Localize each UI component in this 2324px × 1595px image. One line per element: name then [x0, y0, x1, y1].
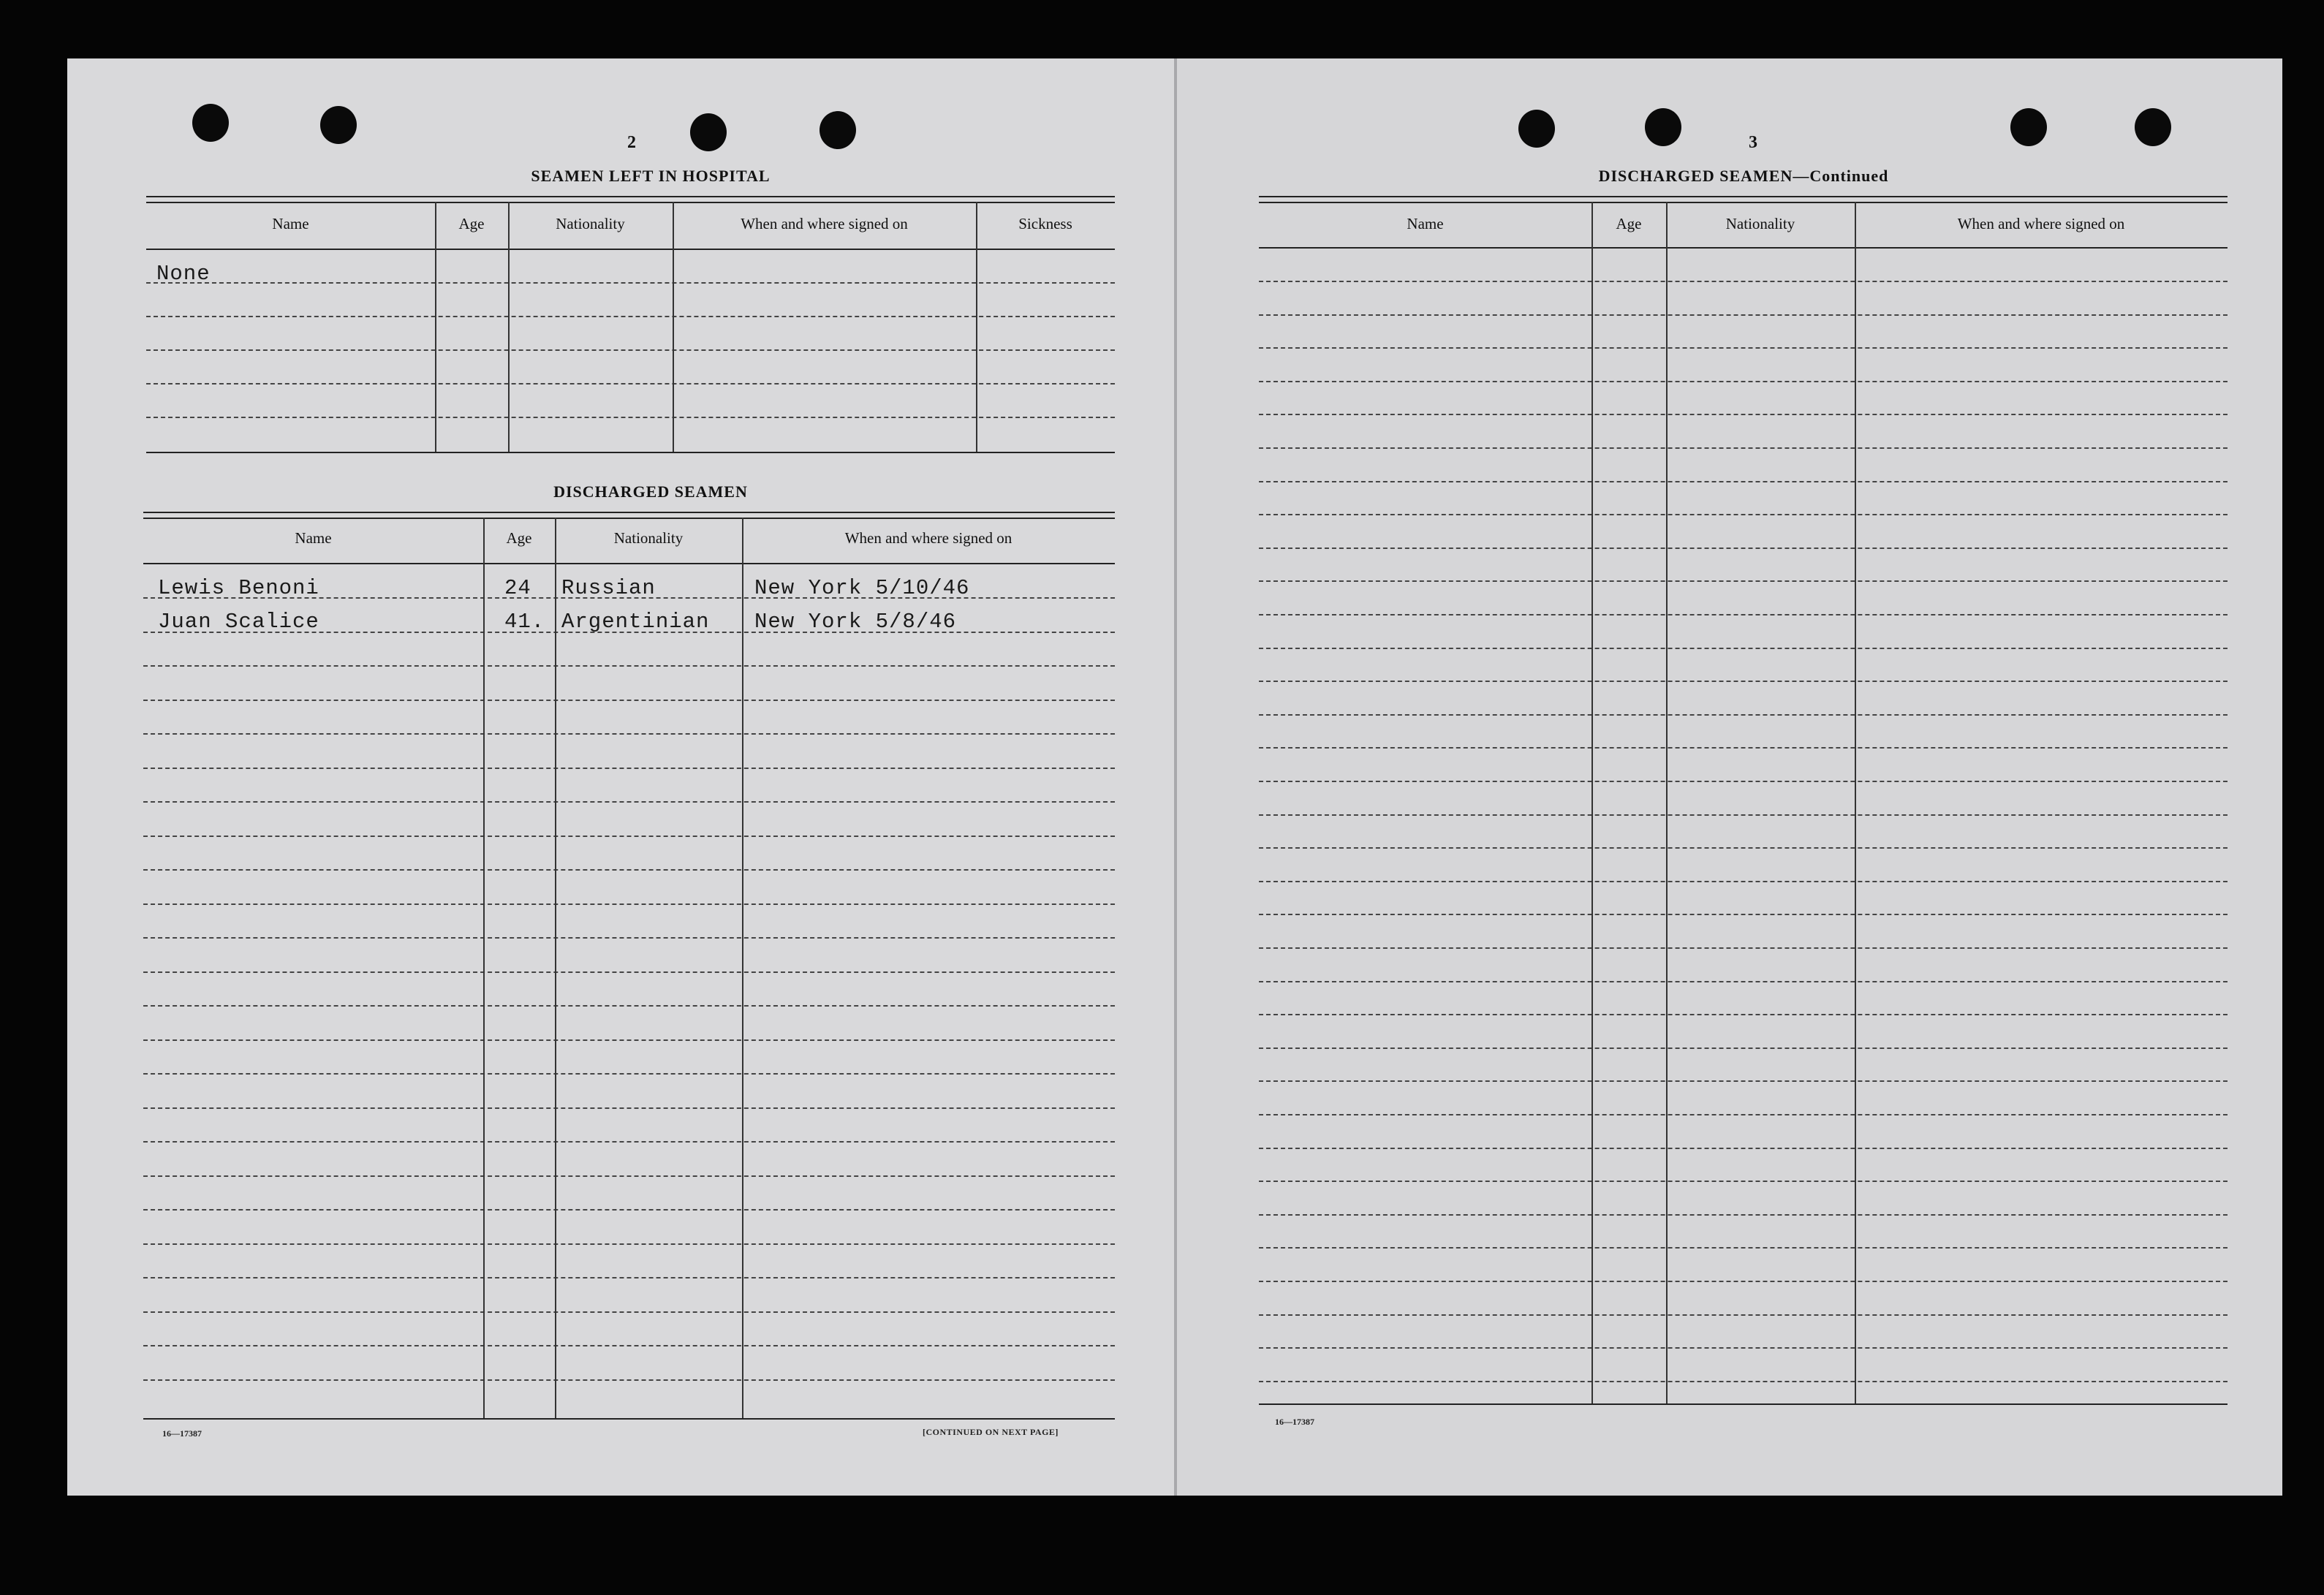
discharged-row-name: Juan Scalice — [158, 610, 319, 634]
ruled-line — [143, 1243, 1115, 1245]
ruled-line — [1259, 1247, 2228, 1249]
ruled-line — [143, 700, 1115, 701]
ruled-line — [1259, 447, 2228, 449]
column-header-age: Age — [506, 529, 532, 547]
ruled-line — [1259, 1181, 2228, 1182]
ruled-line — [143, 1345, 1115, 1346]
discharged-row-nationality: Russian — [561, 576, 656, 600]
binder-hole — [192, 104, 229, 142]
ruled-line — [1259, 548, 2228, 549]
ruled-line — [1259, 1114, 2228, 1115]
hospital-entry-none: None — [156, 262, 211, 286]
continued-section-title: DISCHARGED SEAMEN—Continued — [1598, 167, 1889, 185]
discharged-row-signed-on: New York 5/10/46 — [754, 576, 970, 600]
ruled-line — [143, 1039, 1115, 1041]
ruled-line — [143, 1073, 1115, 1075]
discharged-section-title: DISCHARGED SEAMEN — [553, 482, 748, 501]
column-header-name: Name — [1407, 215, 1444, 232]
binder-hole — [1645, 108, 1681, 146]
ruled-line — [1259, 1214, 2228, 1216]
ruled-line — [1259, 314, 2228, 316]
ruled-line — [143, 971, 1115, 973]
ruled-line — [1259, 1148, 2228, 1149]
binder-hole — [320, 106, 357, 144]
binder-hole — [1518, 110, 1555, 148]
hospital-section-title: SEAMEN LEFT IN HOSPITAL — [531, 167, 771, 185]
continued-note: [CONTINUED ON NEXT PAGE] — [923, 1427, 1059, 1437]
discharged-row-age: 24 — [504, 576, 531, 600]
column-header-age: Age — [458, 215, 485, 232]
ruled-line — [1259, 881, 2228, 882]
column-header-signed-on: When and where signed on — [844, 529, 1013, 547]
discharged-row-signed-on: New York 5/8/46 — [754, 610, 957, 634]
ruled-line — [1259, 381, 2228, 382]
page-number: 3 — [1749, 133, 1757, 152]
discharged-row-name: Lewis Benoni — [158, 576, 319, 600]
column-header-nationality: Nationality — [613, 529, 684, 547]
ruled-line — [143, 1005, 1115, 1007]
ruled-line — [1259, 648, 2228, 649]
ruled-line — [143, 1379, 1115, 1381]
ruled-line — [1259, 514, 2228, 515]
column-header-signed-on: When and where signed on — [741, 215, 908, 232]
ruled-line — [1259, 1281, 2228, 1282]
ruled-line — [1259, 414, 2228, 415]
discharged-row-age: 41. — [504, 610, 545, 634]
ruled-line — [1259, 981, 2228, 982]
ruled-line — [143, 665, 1115, 667]
ruled-line — [1259, 914, 2228, 915]
binder-hole — [690, 113, 727, 151]
ruled-line — [1259, 347, 2228, 349]
ruled-line — [1259, 714, 2228, 716]
ruled-line — [1259, 681, 2228, 682]
column-header-sickness: Sickness — [1018, 215, 1072, 232]
ruled-line — [143, 903, 1115, 905]
book-spine — [1174, 58, 1177, 1496]
ruled-line — [1259, 1314, 2228, 1316]
column-header-signed-on: When and where signed on — [1957, 215, 2125, 232]
column-header-name: Name — [295, 529, 332, 547]
ruled-line — [143, 768, 1115, 769]
column-header-name: Name — [272, 215, 309, 232]
discharged-continued-table — [1259, 196, 2228, 1409]
ruled-line — [1259, 1014, 2228, 1015]
ruled-line — [143, 836, 1115, 837]
ruled-line — [1259, 580, 2228, 582]
ruled-line — [1259, 614, 2228, 615]
column-header-nationality: Nationality — [556, 215, 625, 232]
ruled-line — [1259, 481, 2228, 482]
ruled-line — [1259, 1080, 2228, 1082]
ruled-line — [143, 1277, 1115, 1278]
column-header-nationality: Nationality — [1725, 215, 1795, 232]
ruled-line — [1259, 814, 2228, 816]
ruled-line — [1259, 1047, 2228, 1049]
discharged-row-nationality: Argentinian — [561, 610, 710, 634]
ruled-line — [1259, 747, 2228, 749]
form-code: 16—17387 — [1275, 1417, 1314, 1427]
binder-hole — [820, 111, 856, 149]
ruled-line — [143, 869, 1115, 871]
ruled-line — [143, 1141, 1115, 1143]
ruled-line — [1259, 281, 2228, 282]
ruled-line — [143, 801, 1115, 803]
ruled-line — [1259, 1381, 2228, 1382]
ruled-line — [1259, 947, 2228, 949]
ruled-line — [143, 1175, 1115, 1177]
binder-hole — [2010, 108, 2047, 146]
ruled-line — [143, 1107, 1115, 1109]
ruled-line — [143, 937, 1115, 939]
ruled-line — [1259, 1347, 2228, 1349]
column-header-age: Age — [1616, 215, 1642, 232]
form-code: 16—17387 — [162, 1428, 202, 1439]
ruled-line — [1259, 781, 2228, 782]
ruled-line — [143, 1311, 1115, 1313]
discharged-table — [143, 512, 1115, 1422]
binder-hole — [2135, 108, 2171, 146]
ruled-line — [1259, 847, 2228, 849]
hospital-table — [146, 196, 1115, 459]
ruled-line — [143, 733, 1115, 735]
page-number: 2 — [627, 133, 636, 152]
ruled-line — [143, 1209, 1115, 1211]
